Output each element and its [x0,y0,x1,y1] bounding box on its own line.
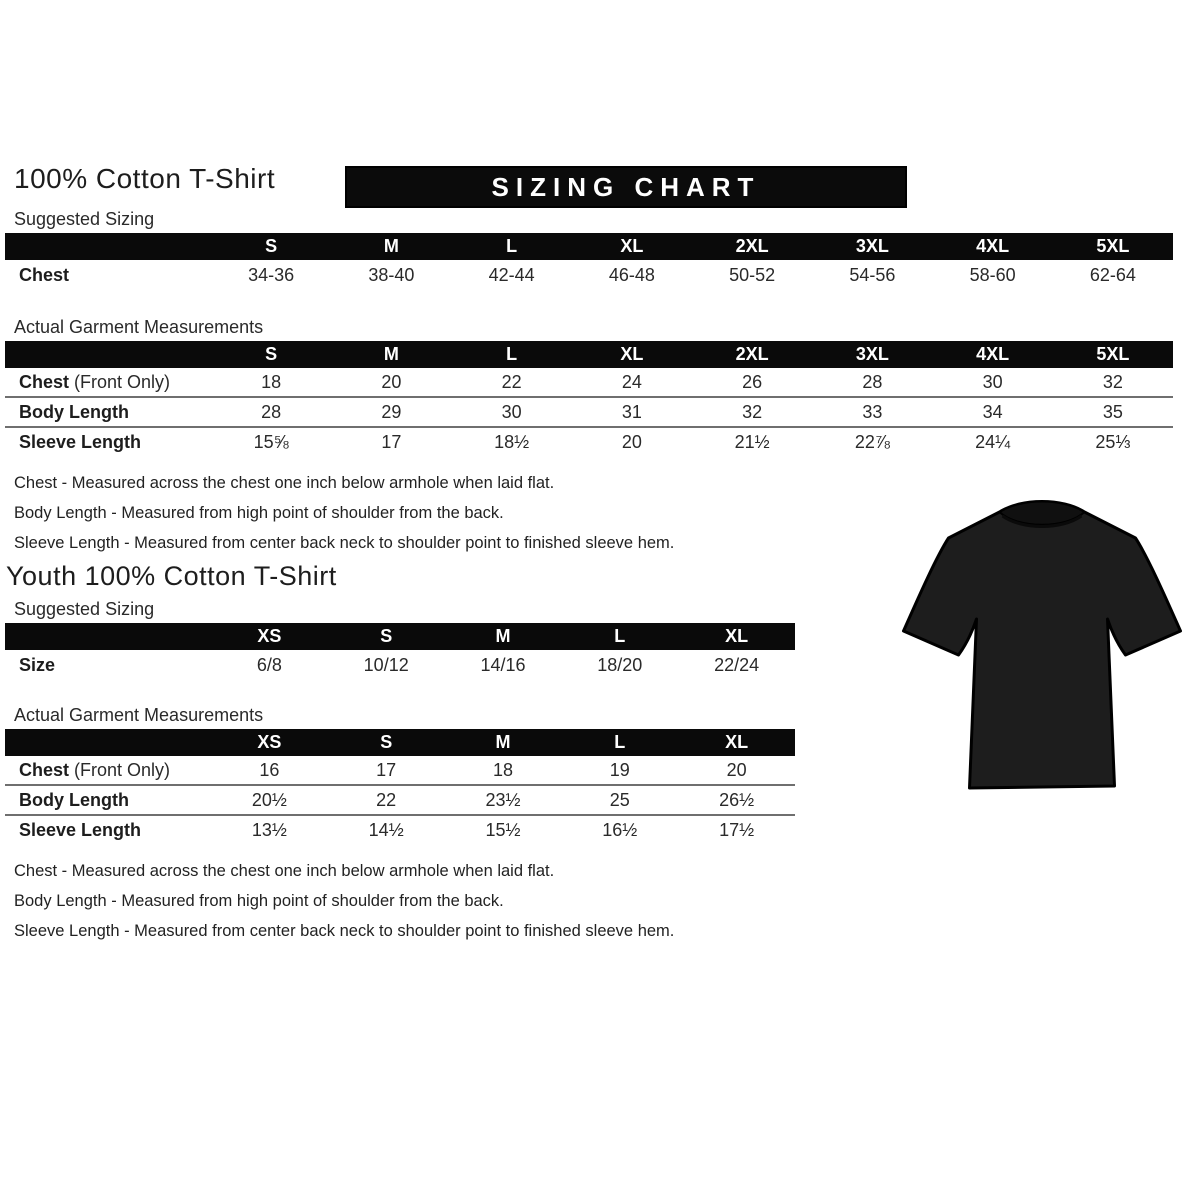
row-label: Chest [19,264,70,285]
measurement-cell: 22/24 [714,654,760,675]
measurement-cell: 54-56 [849,264,896,285]
tshirt-body [904,502,1181,789]
size-column-header: 4XL [976,344,1010,364]
table-row-body-length [5,396,1173,426]
adult-actual-label: Actual Garment Measurements [14,317,264,337]
measurement-cell: 50-52 [729,264,776,285]
row-label: Size [19,654,56,675]
measurement-cell: 15½ [485,819,521,840]
measurement-cell: 38-40 [368,264,415,285]
size-column-header: 3XL [855,236,889,256]
row-label-main: Sleeve Length [19,431,142,452]
row-label [5,790,211,811]
tshirt-image [888,478,1196,810]
measurement-cell: 15⅝ [253,431,289,452]
measurement-cell: 17 [376,759,397,780]
measurement-cell: 58-60 [969,264,1016,285]
measurement-cell: 28 [862,371,883,392]
note-body-length: Body Length - Measured from high point of shoulder from the back. [14,892,504,910]
measurement-cell: 18 [492,759,513,780]
row-label-suffix: (Front Only) [69,371,171,392]
measurement-cell: 22 [501,371,522,392]
measurement-cell: 25⅓ [1095,431,1131,452]
size-column-header: XS [257,732,282,752]
size-column-header: 2XL [735,344,769,364]
row-label-main: Chest [19,371,70,392]
measurement-cell: 20 [381,371,402,392]
size-column-header: 3XL [855,344,889,364]
note-sleeve-length: Sleeve Length - Measured from center back neck to shoulder point to finished sleeve hem. [14,922,675,940]
row-label [5,372,211,393]
measurement-cell: 23½ [485,789,521,810]
measurement-cell: 21½ [734,431,770,452]
size-column-header: M [383,236,399,256]
size-column-header: L [614,732,626,752]
measurement-cell: 26 [742,371,763,392]
measurement-cell: 28 [261,401,282,422]
row-label [5,432,211,453]
size-column-header: M [495,626,511,646]
table-row-sleeve-length [5,814,795,844]
measurement-notes [14,856,1195,946]
size-column-header: XL [620,236,644,256]
size-column-header: S [265,344,278,364]
measurement-cell: 30 [501,401,522,422]
adult-suggested-table [5,233,1173,290]
adult-suggested-label: Suggested Sizing [14,209,155,229]
adult-actual-table [5,341,1173,456]
adult-actual-header-row [5,341,1173,368]
measurement-cell: 18½ [494,431,530,452]
measurement-cell: 16½ [602,819,638,840]
table-row-chest [5,368,1173,396]
measurement-cell: 19 [609,759,630,780]
youth-actual-table [5,729,795,844]
size-column-header: M [383,344,399,364]
row-label [5,402,211,423]
size-column-header: 2XL [735,236,769,256]
note-sleeve-length: Sleeve Length - Measured from center back neck to shoulder point to finished sleeve hem. [14,534,675,552]
size-column-header: L [506,236,518,256]
note-chest: Chest - Measured across the chest one inch below armhole when laid flat. [14,862,555,880]
table-row-body-length [5,784,795,814]
measurement-cell: 34 [982,401,1003,422]
size-column-header: XL [620,344,644,364]
measurement-cell: 20 [726,759,747,780]
youth-suggested-table [5,623,795,680]
row-label [5,820,211,841]
table-row [5,260,1173,290]
page-title: 100% Cotton T-Shirt [14,163,276,194]
measurement-cell: 13½ [251,819,287,840]
row-label-main: Chest [19,759,70,780]
measurement-cell: 22 [376,789,397,810]
row-label-main: Body Length [19,789,129,810]
measurement-cell: 34-36 [248,264,295,285]
measurement-cell: 33 [862,401,883,422]
measurement-cell: 17½ [719,819,755,840]
note-body-length: Body Length - Measured from high point of shoulder from the back. [14,504,504,522]
youth-suggested-label: Suggested Sizing [14,599,155,619]
measurement-cell: 18/20 [597,654,643,675]
size-column-header: 5XL [1096,344,1130,364]
size-column-header: S [380,626,393,646]
youth-suggested-header-row [5,623,795,650]
measurement-cell: 32 [742,401,763,422]
measurement-cell: 18 [261,371,282,392]
measurement-cell: 32 [1102,371,1123,392]
measurement-cell: 31 [621,401,642,422]
measurement-cell: 46-48 [608,264,655,285]
size-column-header: S [380,732,393,752]
row-label [5,760,211,781]
measurement-cell: 14½ [368,819,404,840]
measurement-cell: 30 [982,371,1003,392]
size-column-header: XL [725,732,749,752]
measurement-cell: 62-64 [1089,264,1136,285]
adult-suggested-header-row [5,233,1173,260]
measurement-cell: 29 [381,401,402,422]
row-label-main: Sleeve Length [19,819,142,840]
size-column-header: 5XL [1096,236,1130,256]
size-column-header: XL [725,626,749,646]
measurement-cell: 42-44 [488,264,535,285]
measurement-cell: 14/16 [480,654,526,675]
measurement-cell: 22⅞ [854,431,890,452]
row-label-main: Body Length [19,401,129,422]
table-row-size [5,650,795,680]
sizing-chart-banner: SIZING CHART [347,168,905,206]
size-column-header: XS [257,626,282,646]
measurement-cell: 17 [381,431,402,452]
size-column-header: L [614,626,626,646]
measurement-cell: 10/12 [363,654,409,675]
measurement-cell: 25 [609,789,630,810]
size-column-header: S [265,236,278,256]
youth-actual-label: Actual Garment Measurements [14,705,264,725]
size-column-header: M [495,732,511,752]
measurement-cell: 6/8 [256,654,282,675]
size-column-header: L [506,344,518,364]
measurement-cell: 20 [621,431,642,452]
measurement-cell: 16 [259,759,280,780]
measurement-cell: 24¼ [975,431,1011,452]
youth-actual-header-row [5,729,795,756]
youth-section-title: Youth 100% Cotton T-Shirt [6,561,337,591]
measurement-cell: 24 [621,371,642,392]
measurement-cell: 20½ [251,789,287,810]
table-row-sleeve-length [5,426,1173,456]
measurement-cell: 26½ [719,789,755,810]
note-chest: Chest - Measured across the chest one inch below armhole when laid flat. [14,474,555,492]
row-label-suffix: (Front Only) [69,759,171,780]
measurement-cell: 35 [1102,401,1123,422]
size-column-header: 4XL [976,236,1010,256]
table-row-chest [5,756,795,784]
